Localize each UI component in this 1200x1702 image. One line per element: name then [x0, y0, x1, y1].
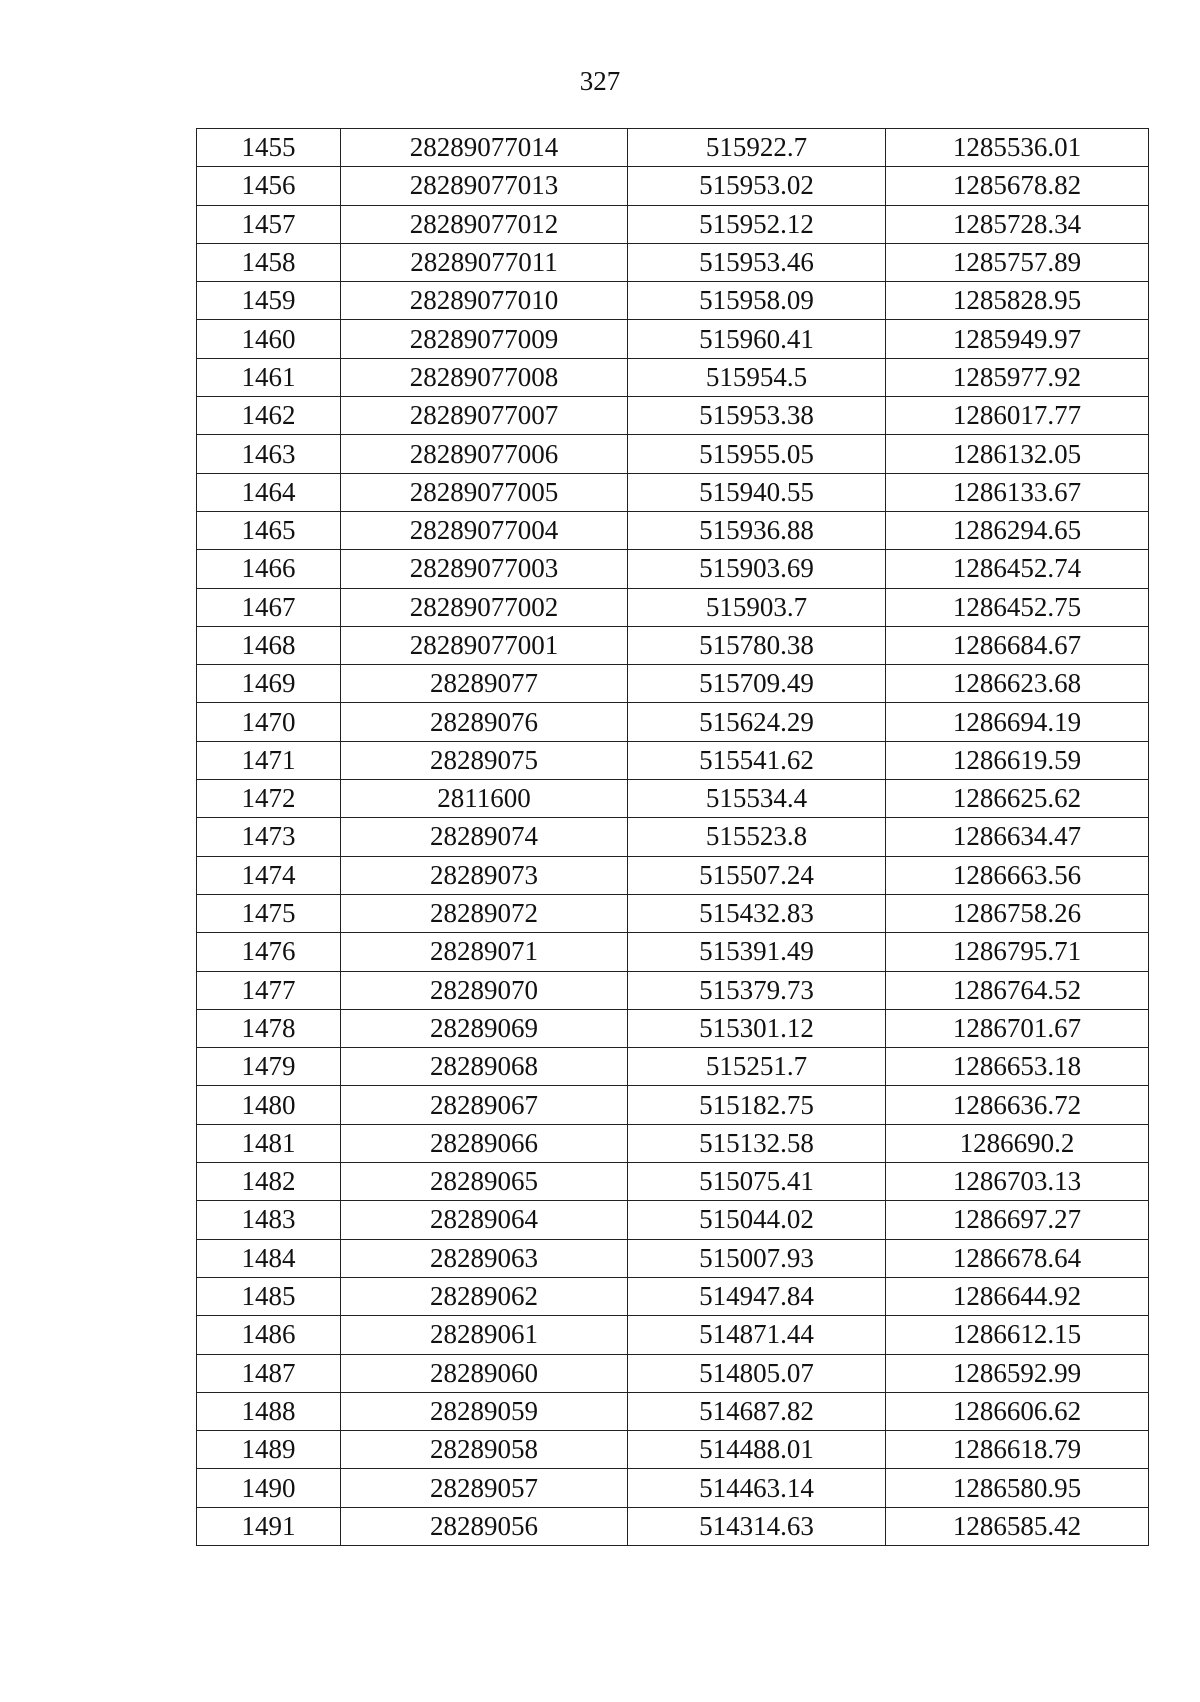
- point-id-cell: 28289057: [341, 1469, 628, 1507]
- page-number: 327: [579, 66, 621, 96]
- table-row: [197, 167, 1149, 205]
- y-coordinate-cell: 1286017.77: [886, 397, 1149, 435]
- point-id-cell: 28289077010: [341, 282, 628, 320]
- x-coordinate-cell: 515940.55: [628, 473, 886, 511]
- table-row: [197, 358, 1149, 396]
- row-number-cell: 1478: [197, 1009, 341, 1047]
- x-coordinate-cell: 514314.63: [628, 1507, 886, 1545]
- point-id-cell: 28289077014: [341, 129, 628, 167]
- point-id-cell: 28289077007: [341, 397, 628, 435]
- row-number-cell: 1465: [197, 511, 341, 549]
- point-id-cell: 28289077011: [341, 243, 628, 281]
- x-coordinate-cell: 515903.69: [628, 550, 886, 588]
- row-number-cell: 1482: [197, 1163, 341, 1201]
- point-id-cell: 28289068: [341, 1048, 628, 1086]
- x-coordinate-cell: 515709.49: [628, 665, 886, 703]
- row-number-cell: 1483: [197, 1201, 341, 1239]
- point-id-cell: 28289073: [341, 856, 628, 894]
- x-coordinate-cell: 515780.38: [628, 626, 886, 664]
- point-id-cell: 28289056: [341, 1507, 628, 1545]
- point-id-cell: 28289077002: [341, 588, 628, 626]
- y-coordinate-cell: 1286690.2: [886, 1124, 1149, 1162]
- row-number-cell: 1473: [197, 818, 341, 856]
- x-coordinate-cell: 515007.93: [628, 1239, 886, 1277]
- x-coordinate-cell: 515541.62: [628, 741, 886, 779]
- y-coordinate-cell: 1285757.89: [886, 243, 1149, 281]
- point-id-cell: 2811600: [341, 780, 628, 818]
- y-coordinate-cell: 1286625.62: [886, 780, 1149, 818]
- x-coordinate-cell: 514463.14: [628, 1469, 886, 1507]
- point-id-cell: 28289077005: [341, 473, 628, 511]
- point-id-cell: 28289065: [341, 1163, 628, 1201]
- row-number-cell: 1471: [197, 741, 341, 779]
- point-id-cell: 28289077: [341, 665, 628, 703]
- table-row: [197, 1201, 1149, 1239]
- x-coordinate-cell: 515960.41: [628, 320, 886, 358]
- x-coordinate-cell: 515534.4: [628, 780, 886, 818]
- point-id-cell: 28289072: [341, 894, 628, 932]
- point-id-cell: 28289075: [341, 741, 628, 779]
- table-row: [197, 1277, 1149, 1315]
- table-row: [197, 1431, 1149, 1469]
- y-coordinate-cell: 1286694.19: [886, 703, 1149, 741]
- table-row: [197, 1392, 1149, 1430]
- row-number-cell: 1488: [197, 1392, 341, 1430]
- row-number-cell: 1487: [197, 1354, 341, 1392]
- row-number-cell: 1468: [197, 626, 341, 664]
- table-row: [197, 971, 1149, 1009]
- table-row: [197, 129, 1149, 167]
- row-number-cell: 1458: [197, 243, 341, 281]
- x-coordinate-cell: 515953.46: [628, 243, 886, 281]
- x-coordinate-cell: 515624.29: [628, 703, 886, 741]
- point-id-cell: 28289062: [341, 1277, 628, 1315]
- y-coordinate-cell: 1286758.26: [886, 894, 1149, 932]
- y-coordinate-cell: 1286623.68: [886, 665, 1149, 703]
- row-number-cell: 1470: [197, 703, 341, 741]
- row-number-cell: 1489: [197, 1431, 341, 1469]
- coordinates-table-container: [196, 128, 1148, 1546]
- row-number-cell: 1455: [197, 129, 341, 167]
- x-coordinate-cell: 515523.8: [628, 818, 886, 856]
- y-coordinate-cell: 1286585.42: [886, 1507, 1149, 1545]
- row-number-cell: 1472: [197, 780, 341, 818]
- row-number-cell: 1466: [197, 550, 341, 588]
- row-number-cell: 1462: [197, 397, 341, 435]
- table-row: [197, 550, 1149, 588]
- point-id-cell: 28289077009: [341, 320, 628, 358]
- table-row: [197, 856, 1149, 894]
- row-number-cell: 1479: [197, 1048, 341, 1086]
- row-number-cell: 1491: [197, 1507, 341, 1545]
- x-coordinate-cell: 515922.7: [628, 129, 886, 167]
- table-row: [197, 1316, 1149, 1354]
- y-coordinate-cell: 1286644.92: [886, 1277, 1149, 1315]
- table-row: [197, 205, 1149, 243]
- row-number-cell: 1481: [197, 1124, 341, 1162]
- x-coordinate-cell: 515182.75: [628, 1086, 886, 1124]
- x-coordinate-cell: 515507.24: [628, 856, 886, 894]
- y-coordinate-cell: 1286132.05: [886, 435, 1149, 473]
- y-coordinate-cell: 1286452.74: [886, 550, 1149, 588]
- table-row: [197, 588, 1149, 626]
- point-id-cell: 28289064: [341, 1201, 628, 1239]
- x-coordinate-cell: 514871.44: [628, 1316, 886, 1354]
- y-coordinate-cell: 1285728.34: [886, 205, 1149, 243]
- x-coordinate-cell: 515903.7: [628, 588, 886, 626]
- x-coordinate-cell: 514947.84: [628, 1277, 886, 1315]
- table-row: [197, 818, 1149, 856]
- y-coordinate-cell: 1286452.75: [886, 588, 1149, 626]
- point-id-cell: 28289058: [341, 1431, 628, 1469]
- y-coordinate-cell: 1286634.47: [886, 818, 1149, 856]
- table-row: [197, 282, 1149, 320]
- table-row: [197, 780, 1149, 818]
- point-id-cell: 28289077003: [341, 550, 628, 588]
- point-id-cell: 28289059: [341, 1392, 628, 1430]
- point-id-cell: 28289076: [341, 703, 628, 741]
- point-id-cell: 28289074: [341, 818, 628, 856]
- table-row: [197, 1009, 1149, 1047]
- point-id-cell: 28289077004: [341, 511, 628, 549]
- y-coordinate-cell: 1286619.59: [886, 741, 1149, 779]
- row-number-cell: 1467: [197, 588, 341, 626]
- table-row: [197, 243, 1149, 281]
- x-coordinate-cell: 514488.01: [628, 1431, 886, 1469]
- table-row: [197, 397, 1149, 435]
- point-id-cell: 28289077001: [341, 626, 628, 664]
- y-coordinate-cell: 1286618.79: [886, 1431, 1149, 1469]
- point-id-cell: 28289060: [341, 1354, 628, 1392]
- row-number-cell: 1463: [197, 435, 341, 473]
- table-row: [197, 1469, 1149, 1507]
- table-row: [197, 1239, 1149, 1277]
- row-number-cell: 1460: [197, 320, 341, 358]
- coordinates-table: [196, 128, 1149, 1546]
- table-row: [197, 1163, 1149, 1201]
- x-coordinate-cell: 515044.02: [628, 1201, 886, 1239]
- x-coordinate-cell: 515953.02: [628, 167, 886, 205]
- point-id-cell: 28289077012: [341, 205, 628, 243]
- y-coordinate-cell: 1286612.15: [886, 1316, 1149, 1354]
- table-row: [197, 933, 1149, 971]
- table-row: [197, 1507, 1149, 1545]
- table-row: [197, 703, 1149, 741]
- table-row: [197, 511, 1149, 549]
- y-coordinate-cell: 1286795.71: [886, 933, 1149, 971]
- y-coordinate-cell: 1286606.62: [886, 1392, 1149, 1430]
- y-coordinate-cell: 1285977.92: [886, 358, 1149, 396]
- row-number-cell: 1476: [197, 933, 341, 971]
- x-coordinate-cell: 515301.12: [628, 1009, 886, 1047]
- point-id-cell: 28289077008: [341, 358, 628, 396]
- y-coordinate-cell: 1285536.01: [886, 129, 1149, 167]
- row-number-cell: 1485: [197, 1277, 341, 1315]
- table-row: [197, 626, 1149, 664]
- y-coordinate-cell: 1286701.67: [886, 1009, 1149, 1047]
- table-row: [197, 1086, 1149, 1124]
- row-number-cell: 1461: [197, 358, 341, 396]
- table-row: [197, 473, 1149, 511]
- point-id-cell: 28289077013: [341, 167, 628, 205]
- y-coordinate-cell: 1285949.97: [886, 320, 1149, 358]
- y-coordinate-cell: 1286580.95: [886, 1469, 1149, 1507]
- y-coordinate-cell: 1286697.27: [886, 1201, 1149, 1239]
- x-coordinate-cell: 515432.83: [628, 894, 886, 932]
- x-coordinate-cell: 514687.82: [628, 1392, 886, 1430]
- table-row: [197, 665, 1149, 703]
- row-number-cell: 1480: [197, 1086, 341, 1124]
- x-coordinate-cell: 515132.58: [628, 1124, 886, 1162]
- table-row: [197, 1048, 1149, 1086]
- y-coordinate-cell: 1286764.52: [886, 971, 1149, 1009]
- point-id-cell: 28289061: [341, 1316, 628, 1354]
- y-coordinate-cell: 1285678.82: [886, 167, 1149, 205]
- table-row: [197, 435, 1149, 473]
- y-coordinate-cell: 1286703.13: [886, 1163, 1149, 1201]
- point-id-cell: 28289063: [341, 1239, 628, 1277]
- row-number-cell: 1486: [197, 1316, 341, 1354]
- x-coordinate-cell: 515379.73: [628, 971, 886, 1009]
- y-coordinate-cell: 1286653.18: [886, 1048, 1149, 1086]
- x-coordinate-cell: 515953.38: [628, 397, 886, 435]
- table-row: [197, 1124, 1149, 1162]
- point-id-cell: 28289077006: [341, 435, 628, 473]
- x-coordinate-cell: 515936.88: [628, 511, 886, 549]
- y-coordinate-cell: 1286133.67: [886, 473, 1149, 511]
- row-number-cell: 1484: [197, 1239, 341, 1277]
- y-coordinate-cell: 1285828.95: [886, 282, 1149, 320]
- x-coordinate-cell: 515955.05: [628, 435, 886, 473]
- row-number-cell: 1464: [197, 473, 341, 511]
- row-number-cell: 1477: [197, 971, 341, 1009]
- table-row: [197, 894, 1149, 932]
- x-coordinate-cell: 515391.49: [628, 933, 886, 971]
- y-coordinate-cell: 1286678.64: [886, 1239, 1149, 1277]
- row-number-cell: 1474: [197, 856, 341, 894]
- point-id-cell: 28289066: [341, 1124, 628, 1162]
- row-number-cell: 1490: [197, 1469, 341, 1507]
- point-id-cell: 28289070: [341, 971, 628, 1009]
- x-coordinate-cell: 515075.41: [628, 1163, 886, 1201]
- row-number-cell: 1457: [197, 205, 341, 243]
- table-body: [197, 129, 1149, 1546]
- y-coordinate-cell: 1286684.67: [886, 626, 1149, 664]
- row-number-cell: 1459: [197, 282, 341, 320]
- table-row: [197, 1354, 1149, 1392]
- point-id-cell: 28289067: [341, 1086, 628, 1124]
- y-coordinate-cell: 1286294.65: [886, 511, 1149, 549]
- y-coordinate-cell: 1286636.72: [886, 1086, 1149, 1124]
- point-id-cell: 28289071: [341, 933, 628, 971]
- x-coordinate-cell: 515251.7: [628, 1048, 886, 1086]
- table-row: [197, 741, 1149, 779]
- table-row: [197, 320, 1149, 358]
- point-id-cell: 28289069: [341, 1009, 628, 1047]
- x-coordinate-cell: 514805.07: [628, 1354, 886, 1392]
- row-number-cell: 1456: [197, 167, 341, 205]
- x-coordinate-cell: 515958.09: [628, 282, 886, 320]
- y-coordinate-cell: 1286592.99: [886, 1354, 1149, 1392]
- x-coordinate-cell: 515952.12: [628, 205, 886, 243]
- x-coordinate-cell: 515954.5: [628, 358, 886, 396]
- row-number-cell: 1475: [197, 894, 341, 932]
- y-coordinate-cell: 1286663.56: [886, 856, 1149, 894]
- row-number-cell: 1469: [197, 665, 341, 703]
